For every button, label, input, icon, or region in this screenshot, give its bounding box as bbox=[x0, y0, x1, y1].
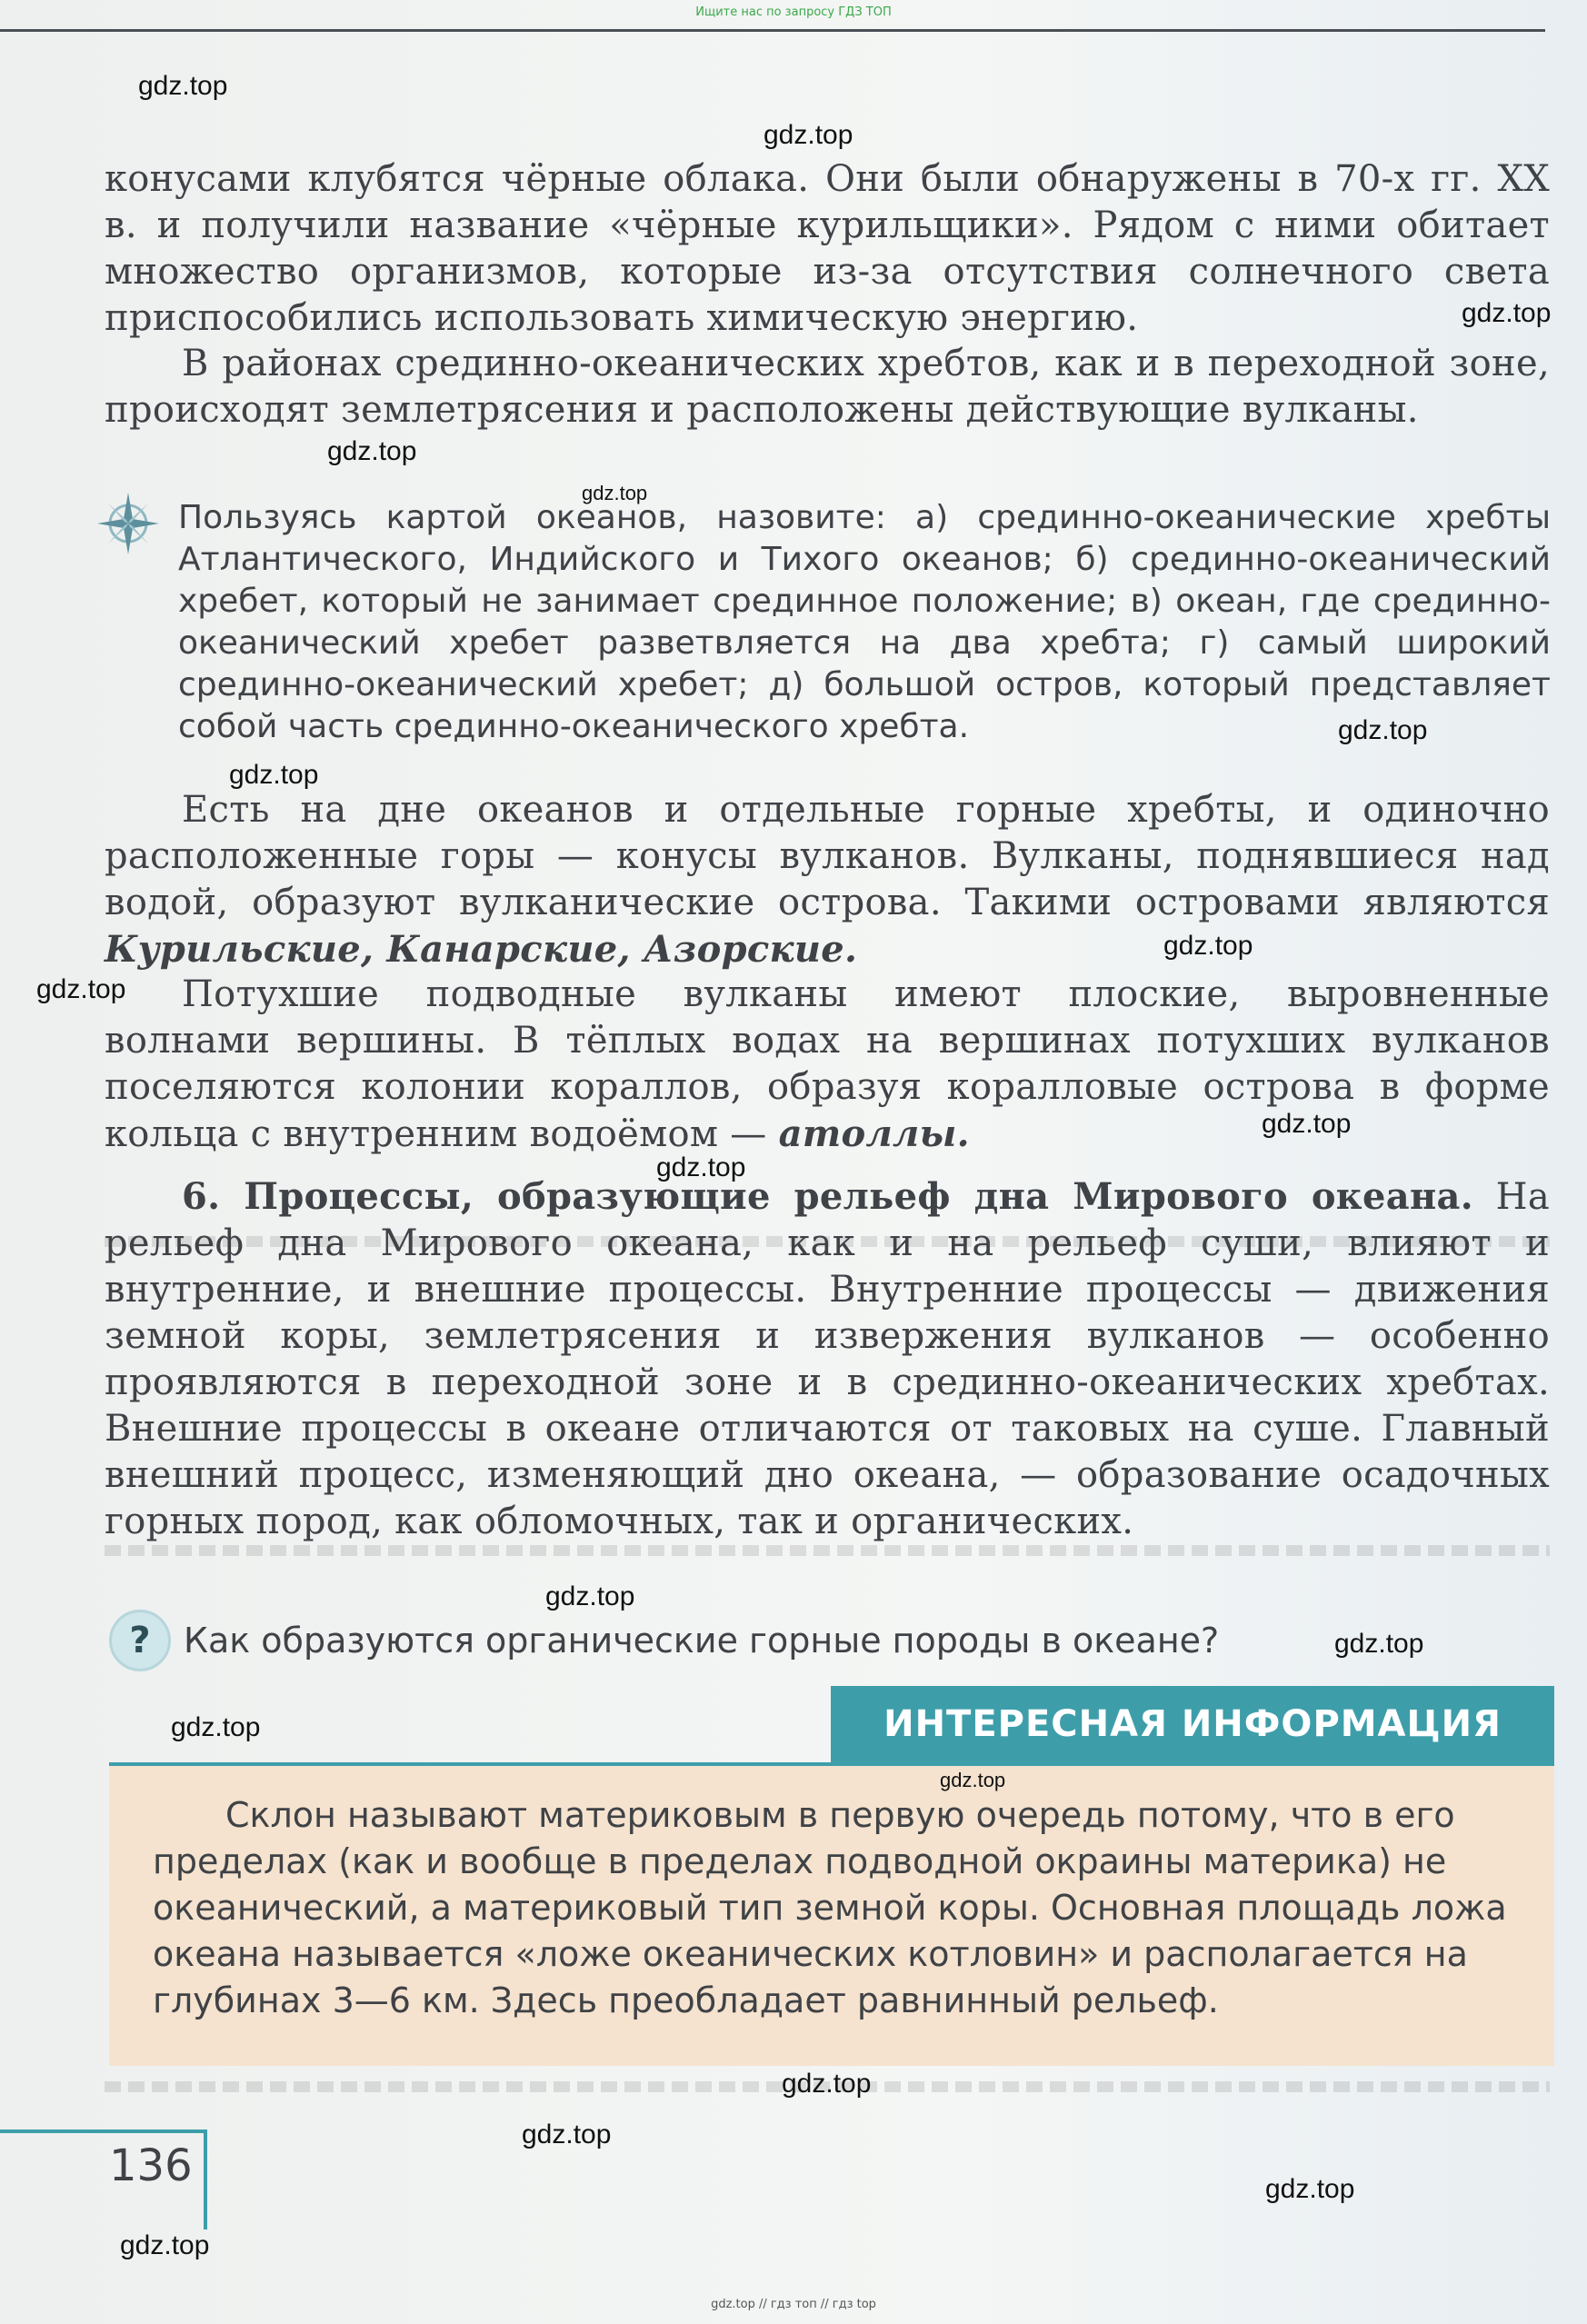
info-header: ИНТЕРЕСНАЯ ИНФОРМАЦИЯ bbox=[831, 1686, 1554, 1762]
compass-rose-icon bbox=[95, 491, 161, 556]
watermark: gdz.top bbox=[1265, 2174, 1355, 2204]
question-badge-icon: ? bbox=[109, 1610, 171, 1671]
info-text: Склон называют материковым в первую очередь потому, что в его пределах (как и вообще в пределах подводной окраины материка) не океанический, а материковый тип земной коры. Основная площадь ложа океана называется «ложе океанических котловин» и располагается на глубинах 3—6 км. Здесь преобладает равнинный рельеф. bbox=[153, 1795, 1507, 2020]
watermark: gdz.top bbox=[522, 2120, 612, 2149]
top-banner: Ищите нас по запросу ГДЗ ТОП bbox=[695, 5, 892, 19]
watermark: gdz.top bbox=[782, 2069, 872, 2099]
watermark: gdz.top bbox=[327, 436, 417, 466]
question-row bbox=[109, 1611, 1219, 1671]
watermark: gdz.top bbox=[138, 71, 228, 101]
paragraph-volcanic-islands bbox=[105, 787, 1550, 973]
volcanic-islands-text: Есть на дне океанов и отдельные горные хребты, и одиночно расположенные горы — конусы вулканов. Вулканы, поднявшиеся над водой, образуют вулканические острова. Такими островами являются bbox=[105, 789, 1550, 923]
watermark: gdz.top bbox=[229, 760, 319, 790]
watermark: gdz.top bbox=[1334, 1629, 1424, 1659]
paragraph-relief-processes bbox=[105, 1173, 1550, 1545]
watermark: gdz.top bbox=[1163, 931, 1253, 961]
watermark: gdz.top bbox=[1262, 1109, 1352, 1139]
section-title: 6. Процессы, образующие рельеф дна Мирового океана. bbox=[182, 1175, 1473, 1218]
bottom-banner: gdz.top // гдз топ // гдз top bbox=[711, 2298, 876, 2311]
question-text: Как образуются органические горные породы в океане? bbox=[184, 1621, 1220, 1661]
watermark: gdz.top bbox=[1462, 298, 1552, 328]
watermark: gdz.top bbox=[1338, 715, 1428, 745]
atolls-text: Потухшие подводные вулканы имеют плоские, выровненные волнами вершины. В тёплых водах на вершинах потухших вулканов поселяются колонии кораллов, образуя коралловые острова в форме кольца с внутренним водоёмом — bbox=[105, 973, 1550, 1155]
islands-list: Курильские, Канарские, Азорские. bbox=[105, 928, 858, 971]
map-task-text: Пользуясь картой океанов, назовите: а) срединно-океанические хребты Атлантического, Индийского и Тихого океанов; б) срединно-океанический хребет, который не занимает срединное положение; в) океан, где срединно-океанический хребет разветвляется на два хребта; г) самый широкий срединно-океанический хребет; д) большой остров, который представляет собой часть срединно-океанического хребта. bbox=[178, 499, 1551, 745]
watermark: gdz.top bbox=[656, 1152, 746, 1182]
top-rule bbox=[0, 29, 1545, 32]
paragraph-black-smokers: конусами клубятся чёрные облака. Они были обнаружены в 70-х гг. XX в. и получили название «чёрные курильщики». Рядом с ними обитает множество организмов, которые из-за отсутствия солнечного света приспособились использовать химическую энергию. bbox=[105, 158, 1550, 339]
watermark: gdz.top bbox=[120, 2230, 210, 2260]
watermark: gdz.top bbox=[582, 482, 648, 504]
paragraph-ridges-earthquakes: В районах срединно-океанических хребтов, как и в переходной зоне, происходят землетрясения и расположены действующие вулканы. bbox=[105, 343, 1550, 431]
relief-processes-text: На рельеф дна Мирового океана, как и на рельеф суши, влияют и внутренние, и внешние процессы. Внутренние процессы — движения земной коры, землетрясения и извержения вулканов — особенно проявляются в переходной зоне и в срединно-океанических хребтах. Внешние процессы в океане отличаются от таковых на суше. Главный внешний процесс, изменяющий дно океана, — образование осадочных горных пород, как обломочных, так и органических. bbox=[105, 1176, 1551, 1542]
show-through-line bbox=[105, 1545, 1550, 1556]
atolls-term: атоллы. bbox=[778, 1112, 970, 1155]
watermark: gdz.top bbox=[171, 1712, 261, 1742]
watermark: gdz.top bbox=[764, 120, 853, 150]
watermark: gdz.top bbox=[36, 974, 126, 1004]
page-number: 136 bbox=[109, 2140, 193, 2191]
watermark: gdz.top bbox=[940, 1769, 1006, 1791]
watermark: gdz.top bbox=[545, 1581, 635, 1611]
